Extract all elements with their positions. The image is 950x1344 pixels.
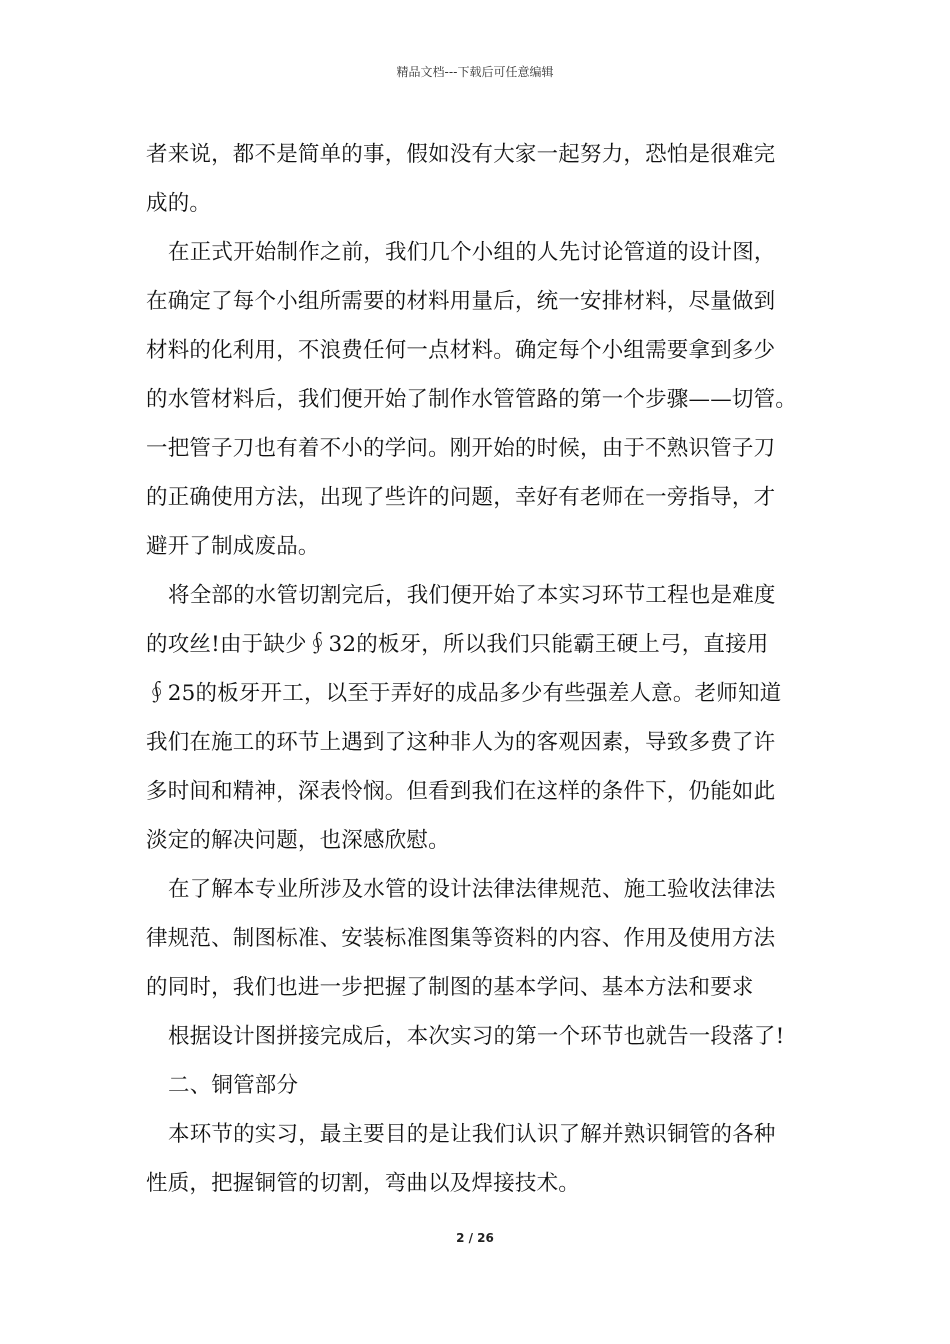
- document-body: [146, 130, 816, 1208]
- text-line: 多时间和精神，深表怜悯。但看到我们在这样的条件下，仍能如此: [146, 779, 776, 804]
- text-line: 将全部的水管切割完后，我们便开始了本实习环节工程也是难度: [168, 583, 776, 608]
- page-number: 2 / 26: [456, 1231, 494, 1245]
- text-line: 在了解本专业所涉及水管的设计法律法律规范、施工验收法律法: [168, 877, 776, 902]
- text-line: 材料的化利用，不浪费任何一点材料。确定每个小组需要拿到多少: [146, 338, 776, 363]
- text-line: 一把管子刀也有着不小的学问。刚开始的时候，由于不熟识管子刀: [146, 436, 776, 461]
- text-line: 的水管材料后，我们便开始了制作水管管路的第一个步骤——切管。: [146, 387, 798, 412]
- text-line: 根据设计图拼接完成后，本次实习的第一个环节也就告一段落了!: [168, 1024, 785, 1049]
- text-line: 的正确使用方法，出现了些许的问题，幸好有老师在一旁指导，才: [146, 485, 776, 510]
- text-line: 者来说，都不是简单的事，假如没有大家一起努力，恐怕是很难完: [146, 142, 776, 167]
- text-line: 我们在施工的环节上遇到了这种非人为的客观因素，导致多费了许: [146, 730, 776, 755]
- text-line: 二、铜管部分: [168, 1073, 299, 1098]
- text-line: 避开了制成废品。: [146, 534, 320, 559]
- page-header: 精品文档---下载后可任意编辑: [396, 65, 554, 79]
- text-line: 性质，把握铜管的切割，弯曲以及焊接技术。: [146, 1171, 581, 1196]
- text-line: 本环节的实习，最主要目的是让我们认识了解并熟识铜管的各种: [168, 1122, 776, 1147]
- text-line: 淡定的解决问题，也深感欣慰。: [146, 828, 450, 853]
- text-line: ∮25的板牙开工，以至于弄好的成品多少有些强差人意。老师知道: [146, 681, 782, 706]
- text-line: 在正式开始制作之前，我们几个小组的人先讨论管道的设计图，: [168, 240, 776, 265]
- text-line: 的攻丝!由于缺少∮32的板牙，所以我们只能霸王硬上弓，直接用: [146, 632, 769, 657]
- text-line: 在确定了每个小组所需要的材料用量后，统一安排材料，尽量做到: [146, 289, 776, 314]
- text-line: 律规范、制图标准、安装标准图集等资料的内容、作用及使用方法: [146, 926, 776, 951]
- text-line: 的同时，我们也进一步把握了制图的基本学问、基本方法和要求: [146, 975, 754, 1000]
- text-line: 成的。: [146, 191, 212, 216]
